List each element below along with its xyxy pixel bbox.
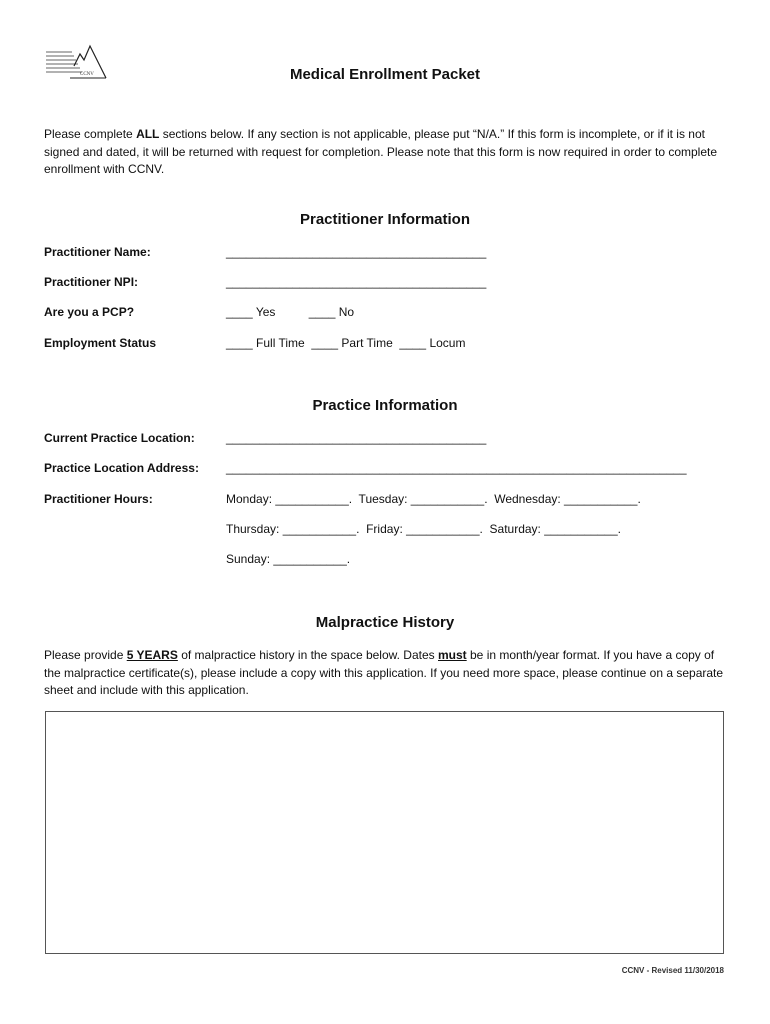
practitioner-name-field[interactable]: _______________________________________ (226, 245, 487, 259)
practitioner-name-label: Practitioner Name: (44, 245, 151, 259)
practitioner-heading: Practitioner Information (299, 211, 471, 228)
hours-line-3[interactable]: Sunday: ___________. (226, 552, 351, 566)
mal-bold-must: must (438, 648, 467, 662)
practice-address-label: Practice Location Address: (44, 461, 199, 475)
practice-location-label: Current Practice Location: (44, 431, 195, 445)
malpractice-history-textarea[interactable] (45, 711, 724, 954)
practitioner-npi-label: Practitioner NPI: (44, 275, 139, 289)
pcp-label: Are you a PCP? (44, 305, 135, 319)
intro-bold-all: ALL (136, 127, 160, 141)
mal-text-1: Please provide (44, 648, 127, 662)
practitioner-npi-field[interactable]: _______________________________________ (226, 275, 487, 289)
employment-status-options[interactable]: ____ Full Time ____ Part Time ____ Locum (226, 336, 466, 350)
mal-text-3: be in month/year format. If you have a copy of the malpractice certificate(s), please include a copy with this application. If you need more space, please continue on a separate sheet and include with this application. (44, 648, 724, 697)
hours-line-1[interactable]: Monday: ___________. Tuesday: ___________. Wednesday: ___________. (226, 492, 641, 506)
employment-status-label: Employment Status (44, 336, 157, 350)
malpractice-instructions (44, 647, 734, 700)
pcp-options[interactable]: ____ Yes ____ No (226, 305, 355, 319)
page-title: Medical Enrollment Packet (289, 66, 481, 83)
intro-paragraph (44, 126, 734, 179)
practitioner-hours-label: Practitioner Hours: (44, 492, 153, 506)
hours-line-2[interactable]: Thursday: ___________. Friday: ___________. Saturday: ___________. (226, 522, 621, 536)
practice-location-field[interactable]: _______________________________________ (226, 431, 487, 445)
mal-text-2: of malpractice history in the space below. Dates (177, 648, 438, 662)
practice-heading: Practice Information (312, 397, 458, 414)
practice-address-field[interactable]: _____________________________________________________________________ (226, 461, 687, 475)
intro-text-2: sections below. If any section is not applicable, please put “N/A.” If this form is incomplete, or if it is not signed and dated, it will be returned with request for completion. Please note that this form is now required in order to complete enrollment with CCNV. (44, 127, 718, 176)
malpractice-heading: Malpractice History (315, 614, 455, 631)
logo-text: CCNV (80, 72, 94, 77)
footer-revision: CCNV - Revised 11/30/2018 (621, 966, 724, 975)
intro-text-1: Please complete (44, 127, 137, 141)
mal-bold-5-years: 5 YEARS (126, 648, 178, 662)
